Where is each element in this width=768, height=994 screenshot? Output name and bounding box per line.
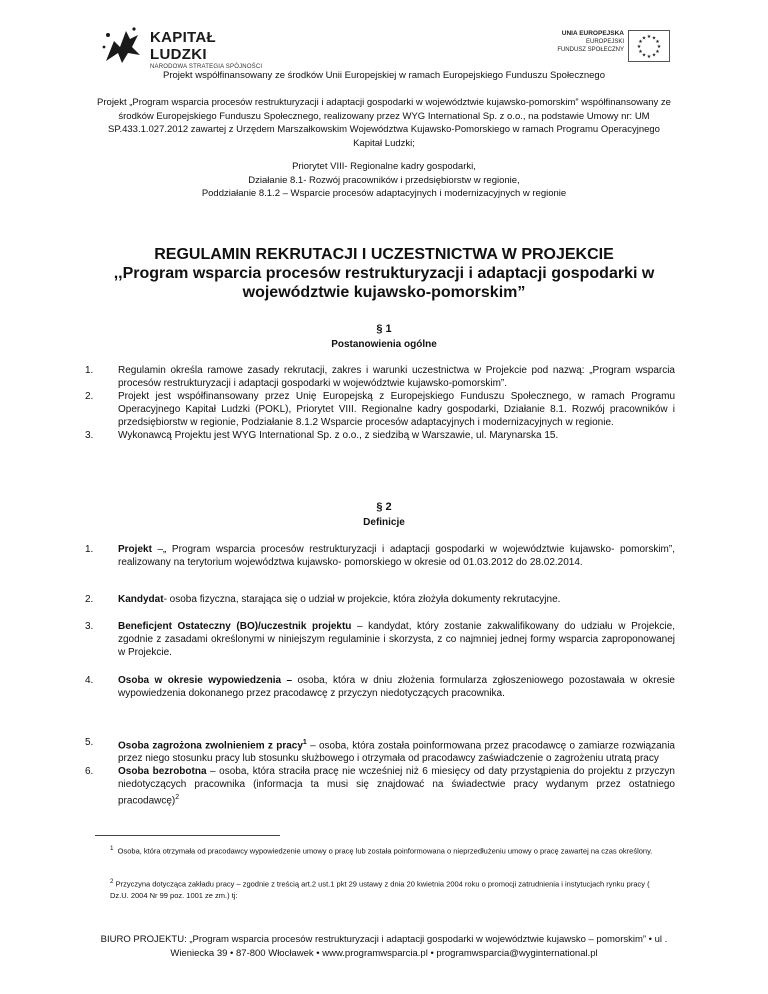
section1-heading: Postanowienia ogólne — [331, 339, 437, 350]
definition-term: Osoba bezrobotna — [118, 766, 207, 778]
definition-text: – kandydat, który zostanie zakwalifikowany do udziału w Projekcie, zgodnie z zasadami określonymi w niniejszym regulaminie i skorzysta, z co najmniej jednej formy wsparcia zaproponowanej w Projekcie. — [118, 621, 675, 658]
footnote — [110, 843, 670, 857]
svg-text:★: ★ — [636, 44, 642, 50]
eu-logo-line2: EUROPEJSKI — [585, 39, 624, 45]
list-item — [85, 390, 675, 429]
list-item-number: 6. — [85, 766, 94, 778]
list-item-number: 1. — [85, 365, 94, 376]
priority-info — [95, 160, 673, 201]
list-item-number: 1. — [85, 544, 94, 555]
section1-number: § 1 — [376, 323, 392, 335]
definition-item — [85, 593, 675, 606]
definition-text: – osoba, która straciła pracę nie wcześniej niż 6 miesięcy od daty przystąpienia do projektu z przyczyn niedotyczących pracownika (informacja ta musi się znajdować na świadectwie pracy wydanym przez ostatniego pracodawcę) — [118, 766, 675, 807]
list-item — [85, 429, 675, 442]
title-line2: ,,Program wsparcia procesów restrukturyzacji i adaptacji gospodarki w województwie kujawsko-pomorskim” — [113, 265, 655, 301]
kapital-ludzki-name: KAPITAŁ LUDZKI — [150, 29, 216, 63]
list-item-number: 2. — [85, 594, 94, 605]
list-item-number: 2. — [85, 391, 94, 402]
svg-text:★: ★ — [656, 44, 662, 50]
definition-item — [85, 674, 675, 700]
footnote-mark: 2 — [110, 878, 114, 885]
svg-text:★: ★ — [641, 52, 647, 59]
footnote-mark: 1 — [110, 845, 114, 852]
footnote-divider — [95, 835, 280, 836]
kapital-ludzki-emblem-icon — [100, 25, 144, 65]
list-item-number: 4. — [85, 675, 94, 686]
definition-term: Beneficjent Ostateczny (BO)/uczestnik projektu — [118, 621, 352, 632]
kapital-ludzki-logo — [100, 25, 270, 70]
footnote-text: Osoba, która otrzymała od pracodawcy wypowiedzenie umowy o pracę lub została poinformowana o nieprzedłużeniu umowy o pracę zawartej na czas określony. — [117, 846, 653, 856]
list-item-text: Projekt jest współfinansowany przez Unię Europejską z Europejskiego Funduszu Społecznego, w ramach Programu Operacyjnego Kapitał Ludzki (POKL), Priorytet VIII. Regionalne kadry gospodarki, Działanie 8.1. Rozwój pracowników i przedsiębiorstw w regionie, Podziałanie 8.1.2 Wsparcie procesów adaptacyjnych i modernizacyjnych w regionie. — [118, 391, 675, 428]
eu-flag-icon — [628, 30, 670, 62]
eu-logo-line3: FUNDUSZ SPOŁECZNY — [557, 47, 624, 53]
subaction-line: Poddziałanie 8.1.2 – Wsparcie procesów adaptacyjnych i modernizacyjnych w regionie — [201, 188, 567, 199]
footnote — [110, 876, 670, 901]
section1-list — [85, 364, 675, 442]
svg-text:★: ★ — [638, 49, 643, 55]
definition-item — [85, 736, 675, 808]
definition-text: –„ Program wsparcia procesów restrukturyzacji i adaptacji gospodarki w województwie kujawsko- pomorskim”, realizowany na terytorium województwa kujawsko- pomorskiego w okresie od 01.03.2012 do 28.02.2014. — [118, 544, 675, 568]
priority-line: Priorytet VIII- Regionalne kadry gospodarki, — [292, 161, 476, 172]
list-item-number: 5. — [85, 737, 94, 748]
page-footer: BIURO PROJEKTU: „Program wsparcia procesów restrukturyzacji i adaptacji gospodarki w województwie kujawsko – pomorskim” • ul . Wieniecka 39 • 87-800 Włocławek • www.programwsparcia.pl • programwsparcia@wyginternational.pl — [100, 934, 668, 959]
section2-number: § 2 — [376, 501, 392, 513]
definition-term: Kandydat — [118, 594, 164, 605]
definition-item — [85, 543, 675, 569]
list-item-text: Regulamin określa ramowe zasady rekrutacji, zakres i warunki uczestnictwa w Projekcie pod nazwą: „Program wsparcia procesów restrukturyzacji i adaptacji gospodarki w województwie kujawsko-pomorskim”. — [118, 365, 675, 389]
svg-text:★: ★ — [641, 35, 647, 42]
list-item-number: 3. — [85, 430, 94, 441]
svg-text:★: ★ — [655, 49, 660, 55]
list-item-text: Wykonawcą Projektu jest WYG International Sp. z o.o., z siedzibą w Warszawie, ul. Marynarska 15. — [118, 430, 559, 441]
section2-heading: Definicje — [363, 517, 405, 528]
eu-logo-line1: UNIA EUROPEJSKA — [561, 30, 624, 37]
footnote-text: Przyczyna dotycząca zakładu pracy – zgodnie z treścią art.2 ust.1 pkt 29 ustawy z dnia 20 kwietnia 2004 roku o promocji zatrudnienia i instytucjach rynku pracy ( Dz.U. 2004 Nr 99 poz. 1001 ze zm.) tj: — [110, 879, 650, 900]
svg-text:★: ★ — [651, 52, 657, 59]
list-item — [85, 364, 675, 390]
cofinancing-note: Projekt współfinansowany ze środków Unii Europejskiej w ramach Europejskiego Funduszu Społecznego — [163, 70, 605, 81]
svg-text:★: ★ — [646, 54, 652, 60]
kapital-ludzki-subtitle: NARODOWA STRATEGIA SPÓJNOŚCI — [150, 64, 263, 70]
definition-text: - osoba fizyczna, starająca się o udział w projekcie, która złożyła dokumenty rekrutacyjne. — [163, 594, 561, 605]
definition-term: Osoba w okresie wypowiedzenia – — [118, 675, 293, 686]
footnote-ref: 1 — [302, 739, 307, 746]
svg-text:★: ★ — [655, 39, 660, 45]
definition-term: Osoba zagrożona zwolnieniem z pracy — [118, 740, 303, 752]
eu-logo — [540, 30, 670, 68]
definition-term: Projekt — [118, 544, 152, 555]
svg-text:★: ★ — [646, 34, 652, 40]
action-line: Działanie 8.1- Rozwój pracowników i przedsiębiorstw w regionie, — [248, 174, 520, 186]
svg-text:★: ★ — [638, 39, 643, 45]
title-line1: REGULAMIN REKRUTACJI I UCZESTNICTWA W PROJEKCIE — [154, 246, 614, 263]
project-description: Projekt „Program wsparcia procesów restrukturyzacji i adaptacji gospodarki w województwie kujawsko-pomorskim” współfinansowany ze środków Europejskiego Funduszu Społecznego, realizowany przez WYG International Sp. z o.o., na podstawie Umowy nr: UM SP.433.1.027.2012 zawartej z Urzędem Marszałkowskim Województwa Kujawsko-Pomorskiego w ramach Programu Operacyjnego Kapitał Ludzki; — [97, 97, 671, 149]
definition-text: – osoba, która została poinformowana przez pracodawcę o zamiarze rozwiązania przez niego stosunku pracy lub stosunku służbowego i otrzymała od pracodawcy zaświadczenie o zagrożeniu utratą pracy — [118, 740, 675, 765]
footnote-ref: 2 — [175, 794, 180, 802]
list-item-number: 3. — [85, 621, 94, 632]
svg-text:★: ★ — [651, 35, 657, 42]
document-title — [95, 245, 673, 302]
definition-item — [85, 620, 675, 659]
definition-text: osoba, która w dniu złożenia formularza zgłoszeniowego pozostawała w okresie wypowiedzenia dokonanego przez pracodawcę z przyczyn niedotyczących pracownika. — [118, 675, 675, 699]
